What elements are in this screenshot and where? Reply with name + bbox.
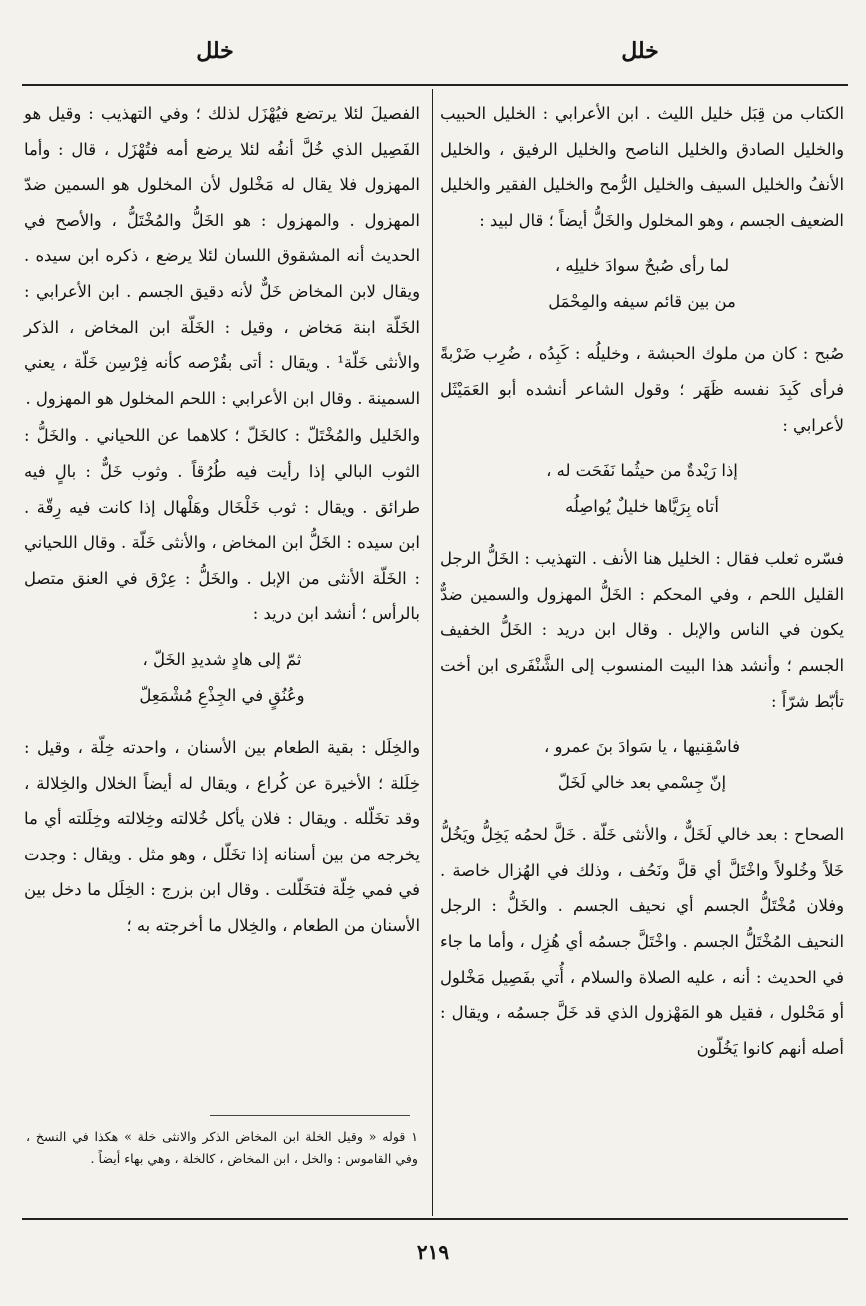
right-column <box>440 96 844 1068</box>
verse <box>440 248 844 320</box>
left-column <box>24 96 420 945</box>
paragraph: فسّره ثعلب فقال : الخليل هنا الأنف . التهذيب : الخَلُّ الرجل القليل اللحم ، وفي المحكم : الخَلُّ المهزول والسمين ضدٌّ يكون في الناس والإبل . وقال ابن دريد : الخَلُّ الخفيف الجسم ؛ وأنشد هذا البيت المنسوب إلى الشَّنْفَرى ابن أخت تأبّط شرّاً : <box>440 549 844 711</box>
paragraph: والخَليل والمُخْتَلّ : كالخَلّ ؛ كلاهما عن اللحياني . والخَلُّ : الثوب البالي إذا رأيت فيه طُرُقاً . وثوب خَلٌّ : بالٍ فيه طرائق . ويقال : ثوب خَلْخَال وهَلْهال إذا كانت فيه رِقّة . ابن سيده : الخَلُّ ابن المخاض ، والأنثى خَلّة . وقال اللحياني : الخَلّة الأنثى من الإبل . والخَلُّ : عِرْق في العنق متصل بالرأس ؛ أنشد ابن دريد : <box>24 426 420 624</box>
paragraph: والخِلَل : بقية الطعام بين الأسنان ، واحدته خِلّة ، وقيل : خِلَلة ؛ الأخيرة عن كُراع ، ويقال له أيضاً الخلال والخِلالة ، وقد تخَلّله . ويقال : فلان يأكل خُلالته وخِلالته وخِلَلته أي ما يخرجه من بين أسنانه إذا تخَلّل ، وهو مثل . ويقال : وجدت في فمي خِلّة فتخَلّلت . وقال ابن بزرج : الخِلَل ما دخل بين الأسنان من الطعام ، والخِلال ما أخرجته به ؛ <box>24 737 420 935</box>
verse-line: وعُنُقٍ في الجِذْعِ مُشْمَعِلّ <box>139 685 305 705</box>
verse <box>440 453 844 525</box>
verse-line: لما رأى صُبحٌ سوادَ خليلِه ، <box>554 256 730 276</box>
paragraph: الصحاح : بعد خالي لَخَلٌّ ، والأنثى خَلّة . خَلَّ لحمُه يَخِلُّ ويَخُلُّ خَلاً وخُلولاً واخْتَلَّ أي قلَّ ونَحُف ، وذلك في الهُزال خاصة . وفلان مُخْتَلُّ الجسم أي نحيف الجسم . والخَلُّ : الرجل النحيف المُخْتَلُّ الجسم . واخْتَلَّ جسمُه أي هُزِل ، وأما ما جاء في الحديث : أنه ، عليه الصلاة والسلام ، أُتي بفَصِيل مَخْلول أو مَحْلول ، فقيل هو المَهْزول الذي قد خَلَّ جسمُه ، ويقال : أصله أنهم كانوا يَخُلّون <box>440 825 844 1058</box>
paragraph: صُبح : كان من ملوك الحبشة ، وخليلُه : كَبِدُه ، ضُرِب ضَرْبةً فرأى كَبِدَ نفسه ظَهَر ؛ وقول الشاعر أنشده أبو العَمَيْثَل لأعرابي : <box>440 344 844 435</box>
verse <box>440 729 844 801</box>
verse-line: من بين قائم سيفه والمِحْمَل <box>548 292 736 312</box>
footnote: ١ قوله « وقيل الخلة ابن المخاض الذكر والانثى خلة » هكذا في النسخ ، وفي القاموس : والخل ، ابن المخاض ، كالخلة ، وهي بهاء أيضاً . <box>26 1129 418 1166</box>
paragraph: الفصيلَ لئلا يرتضع فيُهْزَل لذلك ؛ وفي التهذيب : وقيل هو الفَصِيل الذي خُلَّ أنفُه لئلا يرضع أمه فتُهْزَل ، قال : وأما المهزول فلا يقال له مَخْلول لأن المخلول هو السمين ضدّ المهزول . والمهزول : هو الخَلُّ والمُخْتَلُّ ، والأصح في الحديث أنه المشقوق اللسان لئلا يرضع ، ذكره ابن سيده . ويقال لابن المخاض خَلٌّ لأنه دقيق الجسم . ابن الأعرابي : الخَلّة ابنة مَخاض ، وقيل : الخَلّة ابن المخاض ، الذكر والأنثى خَلّة¹ . ويقال : أتى بقُرْصه كأنه فِرْسِن خَلّة ، يعني السمينة . وقال ابن الأعرابي : اللحم المخلول هو المهزول . <box>24 104 420 408</box>
running-header-left: خلل <box>196 38 234 64</box>
footnote-rule <box>210 1115 410 1116</box>
top-rule <box>22 84 848 86</box>
page-number: ٢١٩ <box>416 1240 450 1264</box>
paragraph: الكتاب من قِبَل خليل الليث . ابن الأعرابي : الخليل الحبيب والخليل الصادق والخليل الناصح والخليل الرفيق ، والخليل الأنفُ والخليل السيف والخليل الرُّمح والخليل الفقير والخليل الضعيف الجسم ، وهو المخلول والخَلُّ أيضاً ؛ قال لبيد : <box>440 104 844 230</box>
column-divider <box>432 89 433 1216</box>
verse-line: إنّ جِسْمي بعد خالي لَخَلّ <box>557 773 727 793</box>
verse-line: فاسْقِنيها ، يا سَوادَ بنَ عمرو ، <box>544 737 740 757</box>
running-header-right: خلل <box>621 38 659 64</box>
verse-line: أتاه بِرَيَّاها خليلٌ يُواصِلُه <box>565 497 719 517</box>
verse-line: ثمّ إلى هادٍ شديدِ الخَلّ ، <box>142 649 302 669</box>
bottom-rule <box>22 1218 848 1220</box>
verse <box>24 642 420 714</box>
verse-line: إذا رَيْدةٌ من حيثُما نَفَحَت له ، <box>546 461 738 481</box>
